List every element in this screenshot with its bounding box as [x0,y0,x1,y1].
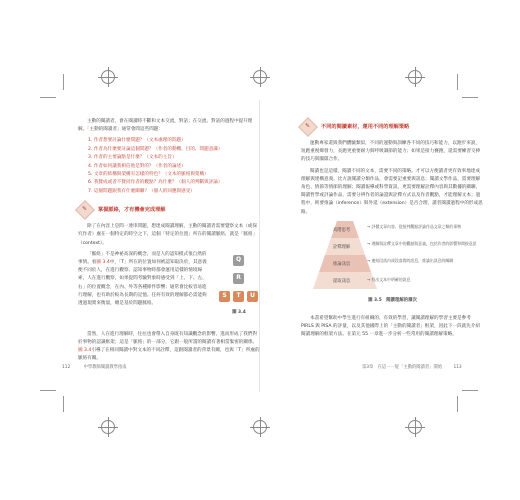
crop-mark [40,390,56,391]
crop-mark [462,390,478,391]
registration-mark-top-left [101,70,115,84]
list-item: 2. 作者為什麼要討論這個問題？（作者的動機、目的、問題意識） [88,146,223,152]
strategy-paragraph: 閱讀也是這樣，閱讀不同的文本，需要不同的策略。才可以方便讀者更有效率地達成理解與建構意義。比方說閱讀分類作品，會需要記重要與訊息；閱讀文學作品，需要理解角色、情節等情節的理解；閱讀報導或科學資訊，更需要理解詮釋內容與其數據的關聯，閱讀哲學或評論作品，需要分辨作者的論證與詮釋方式以及作者觀點，才能理解文本；過程中，則要推論（inference）與外延（extension）是否合理，讀者閱讀過程中的形成思路。 [301,168,483,215]
running-title: 第3章 在這一一從「主動的閱讀者」開始 [362,365,443,370]
left-intro-paragraph: 主動的閱讀者，會在閱讀時不斷和文本交流，對話；在交流、對話的過程中提升理解。「主動的閱讀者」通常會問這些問題： [78,119,253,133]
list-item: 1. 作者想要討論什麼問題？（文本處理的問題） [88,138,186,144]
registration-mark-top-right [408,70,422,84]
pyramid-level-note: → 理解與詮釋文章中的觀點與意義，包括作者的影響和間接意思 [367,240,477,246]
figure-3-5-pyramid [301,221,484,291]
running-title: 中學教師閱讀教學指南 [83,365,127,370]
reader-questions-list [78,137,261,196]
left-page [78,118,261,367]
left-folio [62,364,127,370]
page-number: 112 [62,365,71,370]
crop-mark [63,74,64,90]
letter-key: U [247,291,258,302]
crop-mark [40,97,56,98]
registration-mark-bottom-left [101,420,115,434]
list-item: 5. 文章的結構與架構有怎樣的特色？（文本的脈絡與架構） [88,172,209,178]
right-folio [362,364,462,370]
letter-key: T [233,291,244,302]
letter-key: Q [233,255,244,266]
letter-key: R [233,273,244,284]
pyramid-level-label: 高階思考 [333,227,351,233]
figure-reference: 圖 3.4 [96,260,110,266]
crop-mark [462,97,478,98]
figure-reference: 圖 3.4 [78,348,92,354]
analogy-paragraph: 運動專家還與我們體驗類似，不同的運動與訓練各不同的技巧和能力，以跑步來說，短跑重視爆發力，長跑更重要耐力與呼吸調節的能力；如果是接力賽跑，還需要練習交棒的技巧與團隊合作。 [301,141,481,163]
list-item: 6. 我贊成或者不贊同作者的觀點？為什麼？（個人的判斷與評論） [88,180,223,186]
pyramid-level-label: 推論訊息 [333,261,351,267]
pyramid-level-note: → 連結段落內或段落間的訊息，推論出訊息的關聯 [367,257,454,263]
section-heading-text: 不同的閱讀素材，運用不同的理解策略 [321,123,410,130]
crop-mark [457,396,458,412]
pyramid-level-label: 提取訊息 [333,278,351,284]
pencil-icon: ✎ [75,200,95,220]
figure-wrap [78,251,261,331]
registration-mark-top-center [253,70,267,84]
registration-mark-bottom-right [408,420,422,434]
right-page [301,118,484,343]
pyramid-level-note: → 評價文章內容、從批判觀點評論作品文章之類的事物 [367,223,461,229]
page-number: 113 [453,365,462,370]
framework-paragraph: 當然，人在進行理解時，往往也會帶入自身既有知識觀念的影響，進而形成了我們對於事物的認識框架；這是「脈絡」的一部分，它跟一般所謂的閱讀有著相當緊密的關係。圖 3.4引導了在相同閱讀中對文本的不同詮釋，這跟閱讀者的背景有關，也與「T」所處的脈絡有關。 [78,331,260,362]
context-explanation-paragraph: 「脈絡」不是神祕高深的概念，而是人的認知模式很自然的事情。看圖 3.4中，「T」所在的位置如何被認知取決於，其意義便不同於人，在進行觀察、認知事物時都會運用這樣的情境線索，人在進行觀察，如果提問考驗對象時感受到「上、下、左、右」的位置概念，在內、外等各種條件影響；通常會比較容易進行理解，也有助於較為長期的記憶。任何有效的理解都必需能夠透過現實來衡量，總是基於問題脈絡。 [78,251,207,307]
conclusion-paragraph: 本書希望幫助中學生進行有組織的、有效的學習，讓閱讀理解的學習主要是參考 PIRLS 與 PISA 的評量，以及其他國際上的「主動的閱讀者」框架，因此下一段就先介紹閱讀理解的框架方法。在第元 55 一章進一步分析一些常用的閱讀理解策略。 [301,316,481,338]
figure-3-4 [217,251,261,331]
section-heading-text: 掌握脈絡，才有機會完成理解 [98,207,166,214]
letter-key: S [219,291,230,302]
pencil-icon: ✎ [298,117,318,137]
list-item: 4. 作者如何讓我相信他是對的？（作者的論述） [88,163,186,169]
figure-caption: 圖 3.4 [232,309,246,315]
crop-mark [457,74,458,90]
crop-mark [63,396,64,412]
section-heading [301,120,484,134]
section-heading [78,203,261,217]
context-paragraph: 除了在內容上是問一連串問題，想達成閱讀理解，主動的閱讀者需要覺察文本（或探究作者）處在一個特定的時空之下，這個「特定的位置」所在的閱讀脈絡，就是「脈絡」（context）。 [78,224,258,246]
list-item: 3. 作者的主要論點是什麼？（文本的主旨） [88,155,177,161]
list-item: 7. 這個問題跟我有什麼關聯？（個人的回應與感受） [88,188,195,194]
pyramid-level-label: 詮釋理解 [333,244,351,250]
figure-caption: 圖 3.5 閱讀理解的層次 [368,297,417,303]
pyramid-level-note: → 找出文本中明確的訊息 [367,276,411,282]
registration-mark-bottom-center [253,420,267,434]
